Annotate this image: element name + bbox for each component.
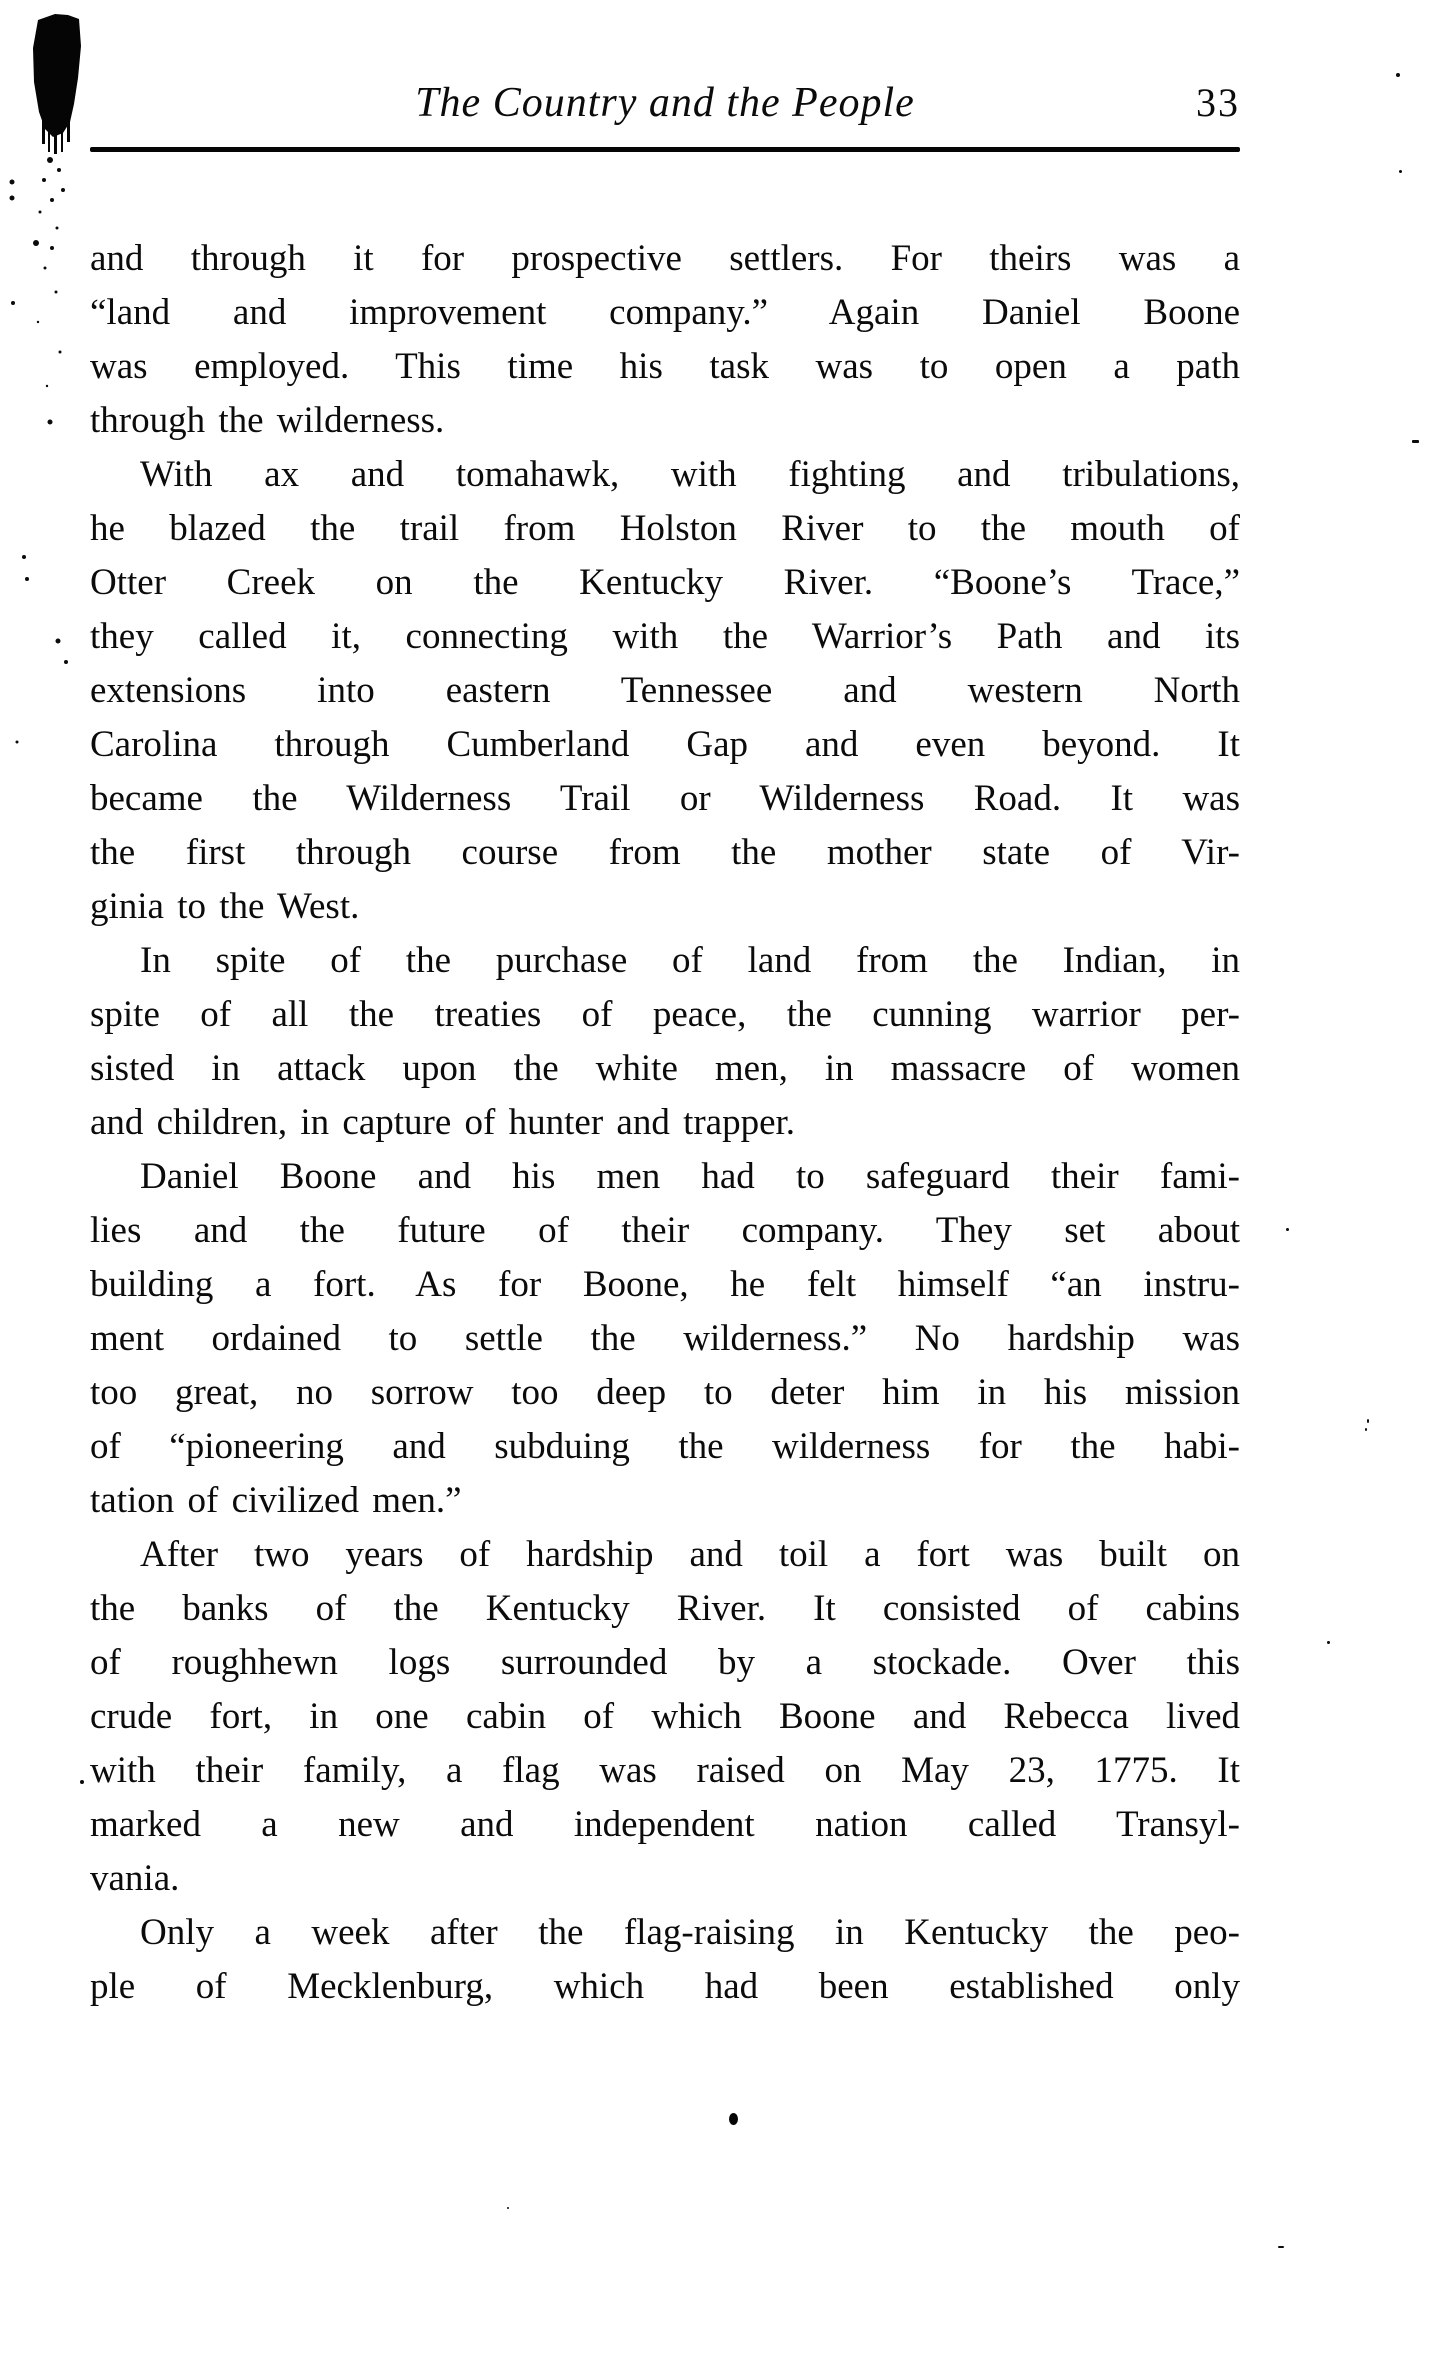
text-line: they called it, connecting with the Warrior’s Path and its [90,616,1240,657]
text-line: ginia to the West. [90,886,360,927]
text-line: and children, in capture of hunter and trapper. [90,1102,796,1143]
text-line: crude fort, in one cabin of which Boone and Rebecca lived [90,1696,1240,1737]
text-line: marked a new and independent nation called Transyl- [90,1804,1240,1845]
ink-speck [1278,2246,1284,2248]
text-line: In spite of the purchase of land from the Indian, in [140,940,1240,981]
text-line: With ax and tomahawk, with fighting and tribulations, [140,454,1240,495]
text-line: he blazed the trail from Holston River to the mouth of [90,508,1240,549]
running-header [90,76,1240,130]
text-line: the first through course from the mother state of Vir- [90,832,1240,873]
text-line: Carolina through Cumberland Gap and even beyond. It [90,724,1240,765]
text-line: After two years of hardship and toil a fort was built on [140,1534,1240,1575]
text-line: the banks of the Kentucky River. It consisted of cabins [90,1588,1240,1629]
text-line: lies and the future of their company. They set about [90,1210,1240,1251]
text-line: vania. [90,1858,180,1899]
text-line: ment ordained to settle the wilderness.” No hardship was [90,1318,1240,1359]
ink-speck [507,2207,509,2209]
text-line: of roughhewn logs surrounded by a stockade. Over this [90,1642,1240,1683]
ink-speck [80,1780,84,1784]
text-line: through the wilderness. [90,400,445,441]
ink-speck [1367,1419,1369,1423]
text-line: was employed. This time his task was to open a path [90,346,1240,387]
ink-dot-artifact [729,2113,738,2125]
text-line: extensions into eastern Tennessee and western North [90,670,1240,711]
header-rule [90,147,1240,152]
ink-speck [1396,73,1400,77]
page-number: 33 [1196,80,1240,125]
text-line: spite of all the treaties of peace, the cunning warrior per- [90,994,1240,1035]
page-text-column [90,232,1240,2014]
text-line: Otter Creek on the Kentucky River. “Boone’s Trace,” [90,562,1240,603]
ink-speck [1327,1641,1330,1644]
text-line: became the Wilderness Trail or Wilderness Road. It was [90,778,1240,819]
ink-speck [1412,440,1419,443]
running-header-title: The Country and the People [415,80,915,126]
text-line: of “pioneering and subduing the wilderness for the habi- [90,1426,1240,1467]
text-line: Daniel Boone and his men had to safeguard their fami- [140,1156,1240,1197]
text-line: ple of Mecklenburg, which had been established only [90,1966,1240,2007]
text-line: Only a week after the flag-raising in Kentucky the peo- [140,1912,1240,1953]
ink-speck [1286,1228,1289,1231]
text-line: with their family, a flag was raised on May 23, 1775. It [90,1750,1240,1791]
text-line: building a fort. As for Boone, he felt himself “an instru- [90,1264,1240,1305]
text-line: “land and improvement company.” Again Daniel Boone [90,292,1240,333]
ink-speck [1399,170,1402,173]
ink-speck [1365,1428,1367,1431]
text-line: and through it for prospective settlers. For theirs was a [90,238,1240,279]
text-line: tation of civilized men.” [90,1480,462,1521]
text-line: too great, no sorrow too deep to deter him in his mission [90,1372,1240,1413]
text-line: sisted in attack upon the white men, in massacre of women [90,1048,1240,1089]
